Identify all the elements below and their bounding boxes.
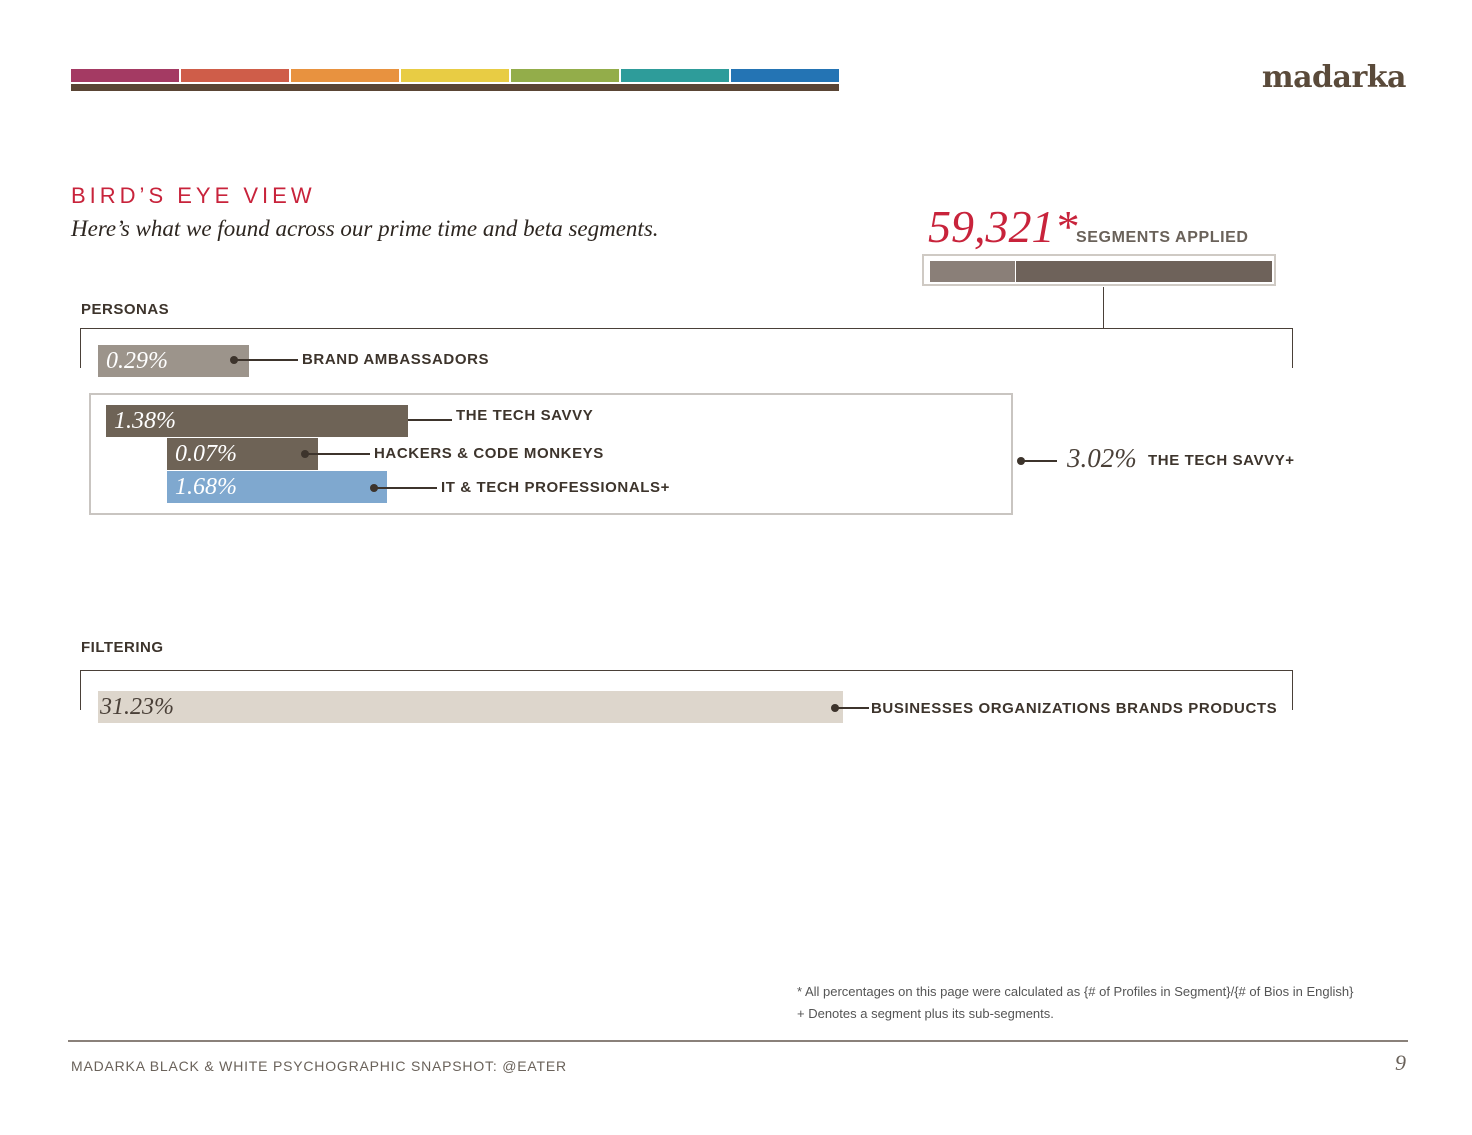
bar-tech-savvy (106, 405, 408, 437)
bar-value: 0.29% (106, 348, 168, 374)
strip-swatch (291, 69, 399, 82)
footnote-plus: + Denotes a segment plus its sub-segments. (797, 1006, 1054, 1021)
bar-value: 1.68% (175, 474, 237, 500)
leader-line (234, 359, 298, 361)
bar-label-hackers: HACKERS & CODE MONKEYS (374, 445, 604, 462)
page-number: 9 (1395, 1050, 1406, 1075)
segments-connector (1103, 287, 1104, 328)
footer-title: MADARKA BLACK & WHITE PSYCHOGRAPHIC SNAPSHOT: @EATER (71, 1058, 567, 1074)
footnote-percentages: * All percentages on this page were calculated as {# of Profiles in Segment}/{# of Bios in English} (797, 984, 1354, 999)
leader-line (408, 419, 452, 421)
strip-swatch (731, 69, 839, 82)
personas-bracket-top (80, 328, 1293, 329)
bar-hackers-code-monkeys (167, 438, 318, 470)
madarka-logo: madarka (1261, 60, 1406, 95)
personas-bracket-right (1292, 328, 1293, 368)
personas-heading: PERSONAS (81, 301, 170, 318)
tech-savvy-plus-label: THE TECH SAVVY+ (1148, 452, 1295, 469)
footer-rule (68, 1040, 1408, 1042)
segments-bar-prime (930, 261, 1015, 282)
personas-bracket-left (80, 328, 81, 368)
bar-label-it-tech: IT & TECH PROFESSIONALS+ (441, 479, 671, 496)
segments-bar-beta (1016, 261, 1272, 282)
bar-value: 31.23% (100, 694, 174, 720)
section-title: BIRD’S EYE VIEW (71, 183, 316, 208)
filtering-bracket-top (80, 670, 1293, 671)
tech-savvy-plus-value: 3.02% (1067, 443, 1137, 473)
filtering-heading: FILTERING (81, 639, 164, 656)
bar-value: 0.07% (175, 441, 237, 467)
leader-line (374, 487, 437, 489)
page-subtitle: Here’s what we found across our prime time and beta segments. (71, 216, 659, 241)
filtering-bracket-left (80, 670, 81, 710)
leader-line (1021, 460, 1057, 462)
strip-swatch (71, 69, 179, 82)
bar-label-businesses: BUSINESSES ORGANIZATIONS BRANDS PRODUCTS (871, 700, 1278, 717)
leader-line (305, 453, 370, 455)
segments-label: SEGMENTS APPLIED (1076, 229, 1249, 246)
bar-brand-ambassadors (98, 345, 249, 377)
brand-color-strip (71, 69, 839, 82)
strip-swatch (181, 69, 289, 82)
bar-label-tech-savvy: THE TECH SAVVY (456, 407, 594, 424)
bar-it-tech-professionals (167, 471, 387, 503)
leader-line (835, 707, 869, 709)
strip-base-bar (71, 84, 839, 91)
bar-label-brand-ambassadors: BRAND AMBASSADORS (302, 351, 490, 368)
bar-businesses-organizations (98, 691, 843, 723)
strip-swatch (621, 69, 729, 82)
strip-swatch (401, 69, 509, 82)
filtering-bracket-right (1292, 670, 1293, 710)
segments-count: 59,321* (928, 201, 1078, 252)
bar-value: 1.38% (114, 408, 176, 434)
strip-swatch (511, 69, 619, 82)
